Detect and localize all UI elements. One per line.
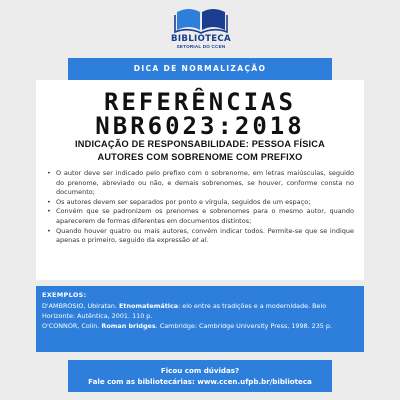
examples-box — [36, 286, 364, 352]
open-book-icon — [173, 6, 229, 34]
footer-contact-link[interactable]: Fale com as bibliotecárias: www.ccen.ufpb.br/biblioteca — [88, 377, 312, 386]
rules-list — [46, 169, 354, 246]
example-title: Roman bridges — [101, 322, 156, 331]
rule-text: Convém que se padronizem os prenomes e sobrenomes para o mesmo autor, quando aparecerem de formas diferentes em documentos distintos; — [56, 207, 354, 225]
contact-footer — [68, 360, 332, 392]
example-item — [42, 302, 358, 321]
bullet: • — [47, 197, 51, 206]
rule-item — [46, 169, 354, 198]
dica-banner: DICA DE NORMALIZAÇÃO — [68, 58, 332, 80]
page-title: REFERÊNCIAS — [104, 88, 296, 116]
example-rest: . Cambridge: Cambridge University Press, 1998. 235 p. — [155, 322, 332, 331]
rule-item — [46, 227, 354, 246]
subtitle-responsibility: INDICAÇÃO DE RESPONSABILIDADE: PESSOA FÍSICA — [75, 139, 325, 149]
rule-text: O autor deve ser indicado pelo prefixo com o sobrenome, em letras maiúsculas, seguido do prenome, abreviado ou não, e demais sobrenomes, se houver, conforme consta no documento; — [56, 169, 354, 197]
rule-italic: et al. — [192, 236, 209, 245]
content-card — [36, 80, 364, 280]
logo-subtitle: SETORIAL DO CCEN — [176, 44, 226, 49]
standard-title: NBR6023:2018 — [95, 112, 305, 140]
subtitle-prefix: AUTORES COM SOBRENOME COM PREFIXO — [97, 151, 303, 162]
library-logo — [170, 6, 232, 56]
logo-name: BIBLIOTECA — [171, 34, 231, 44]
example-rest: : elo entre as tradições e a modernidade. Belo Horizonte: Autêntica, 2001. 110 p. — [42, 302, 327, 320]
footer-question: Ficou com dúvidas? — [160, 366, 240, 375]
rule-text: Quando houver quatro ou mais autores, convém indicar todos. Permite-se que se indique apenas o primeiro, seguido da expressão — [56, 226, 354, 245]
examples-label: EXEMPLOS: — [42, 291, 87, 299]
rule-text: Os autores devem ser separados por ponto e vírgula, seguidos de um espaço; — [56, 197, 311, 206]
rule-item — [46, 207, 354, 226]
example-item — [42, 322, 358, 332]
bullet: • — [47, 169, 51, 177]
bullet: • — [47, 226, 51, 235]
example-author: D'AMBROSIO, Ubiratan. — [42, 302, 120, 310]
rule-item — [46, 198, 354, 208]
example-title: Etnomatemática — [119, 302, 179, 310]
example-author: O'CONNOR, Colin. — [42, 322, 102, 331]
bullet: • — [47, 207, 51, 216]
